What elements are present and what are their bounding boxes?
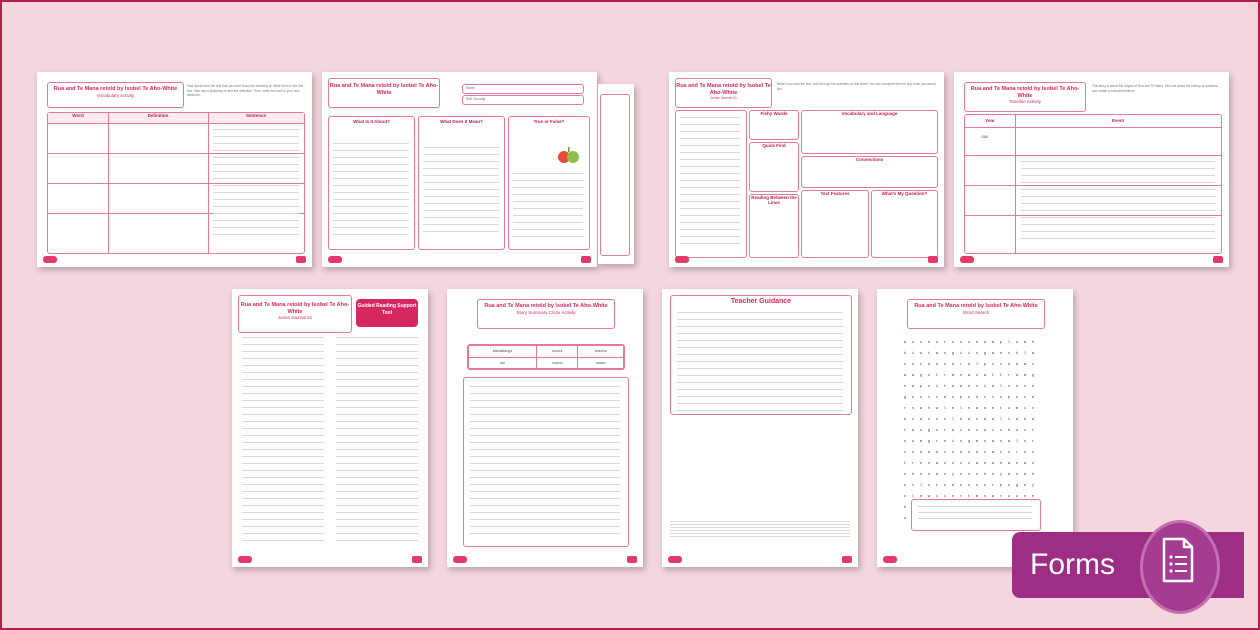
brand-icon [412,556,422,563]
brand-icon [627,556,637,563]
twinkl-logo [960,256,974,263]
page-timeline [954,72,1229,267]
wordcount-label: Wiki Oturangi [466,97,486,101]
page-subtitle: Timeline Activity [1008,99,1042,104]
page-word-search [877,289,1073,567]
word-bank-item: ahi [469,357,537,369]
page-title: Rua and Te Mana retold by Isobel Te Aho-White [484,303,608,309]
name-label: Name: [466,86,476,90]
page-title: Rua and Te Mana retold by Isobel Te Aho-White [240,302,350,315]
twinkl-logo [675,256,689,263]
heading-about: What Is It About? [353,119,390,124]
page-teacher-guidance [662,289,858,567]
page-reading-journal [322,72,597,267]
heading-quick-find: Quick Find [762,143,786,148]
page-subtitle: Vocabulary Activity [96,92,135,98]
page-subtitle: Junior Journal 61 [277,315,313,320]
heading-meaning: What Does It Mean? [440,119,483,124]
twinkl-logo [668,556,682,563]
col-word: Word [72,113,84,118]
page-comprehension [669,72,944,267]
twinkl-logo [238,556,252,563]
page-subtitle: Word Search [962,309,990,315]
heading-text-features: Text Features [820,191,850,196]
word-bank-item: moana [536,357,577,369]
page-title: Rua and Te Mana retold by Isobel Te Aho-White [329,83,439,96]
document-icon [1162,537,1194,583]
twinkl-logo [883,556,897,563]
brand-icon [1213,256,1223,263]
page-title: Rua and Te Mana retold by Isobel Te Aho-White [970,86,1080,99]
brand-icon [581,256,591,263]
instructions: Before you read the text, look through the activities on this sheet. You can complete them in any order you would like. [777,82,936,91]
year-1300: 1300 [981,135,989,139]
page-title: Teacher Guidance [730,298,792,305]
brand-icon [928,256,938,263]
word-search-grid: a s c e u r o n s e a m p l o m h k i w t a n g i i n g a e c h l a c o t a e s b r a l p i z d b m v a a g o t r m n a s a t t r a m g n w p o i t a w e s i a l v n v e g o s i v a n p u d v i n p o c e r s a h w l e l n a o e t u m i c e x a z z s l b a n a w l i a b a t a n g o r a i e c w i c b d v t o u m g r e i n g m o a n a l n r v s a a w x n b o a s m t n r o c t r e n a u u i i a e w h a e a u o h n n a c y o u o h n y a n a h u i l n t o a o n s u r p o g e y c l e w i i o r t m s a r u u o e h u [903,341,1035,521]
heading-my-question: What's My Question? [881,191,928,196]
col-sentence: Sentence [245,113,266,118]
page-guided-reading [232,289,428,567]
col-definition: Definition [147,113,169,118]
page-behind [598,84,634,264]
apple-icon [555,145,581,167]
word-bank-item: kanohi [536,346,577,358]
page-title: Rua and Te Mana retold by Isobel Te Aho-White [914,303,1038,309]
word-bank-item: kaitiakitanga [469,346,537,358]
forms-badge-label: Forms [1030,548,1115,581]
heading-fishy-words: Fishy Words [760,111,788,116]
heading-true-false: True or False? [533,119,565,124]
heading-connections: Connections [855,157,884,162]
instructions: This story is about the origins of Rua and Te Mana. Find out about the history of Aotearoa and create a colourful timeline. [1092,84,1218,93]
word-bank-item: matau [578,357,624,369]
twinkl-logo [43,256,57,263]
brand-icon [296,256,306,263]
col-year: Year [985,118,995,123]
instructions: Find words from the text that you don't know the meaning of. Write them in the first box, then use a dictionary to find the definition. Then, write the word in your own sentence. [187,84,304,97]
page-subtitle: Story Summary Cloze Activity [516,309,576,315]
page-title: Rua and Te Mana retold by Isobel Te Aho-White [676,83,771,96]
heading-vocab-language: Vocabulary and Language [841,111,898,116]
twinkl-logo [453,556,467,563]
twinkl-logo [328,256,342,263]
heading-reading-between: Reading Between the Lines [751,195,797,205]
word-bank-item: taniwha [578,346,624,358]
col-event: Event [1111,118,1125,123]
page-subtitle: Junior Journal 61 [710,96,737,100]
page-cloze [447,289,643,567]
brand-icon [842,556,852,563]
page-title: Rua and Te Mana retold by Isobel Te Aho-White [53,86,178,92]
support-tool-tag: Guided Reading Support Tool [356,299,418,327]
page-vocabulary [37,72,312,267]
